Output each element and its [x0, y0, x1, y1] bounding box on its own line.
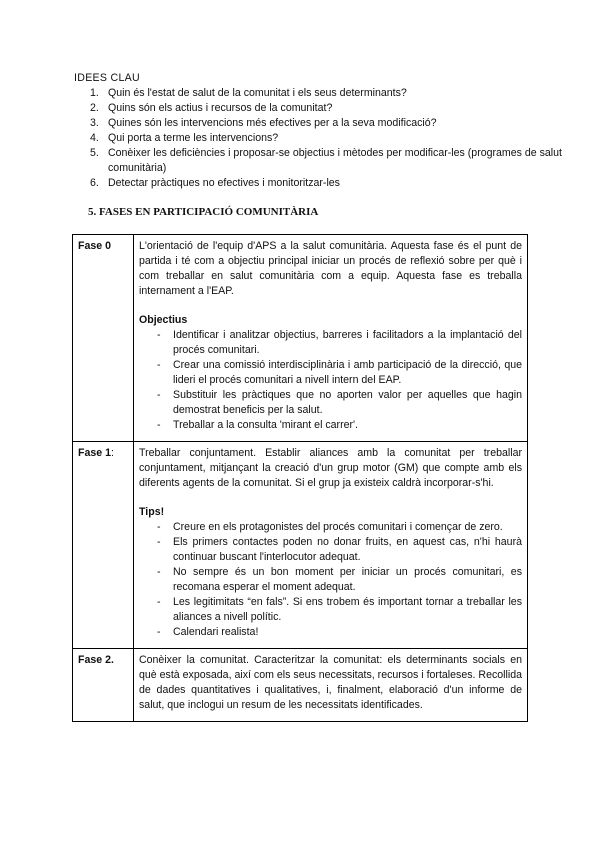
- table-row: [73, 235, 528, 442]
- phases-table: [72, 234, 528, 722]
- list-item: - Les legitimitats “en fals”. Si ens trobem és important tornar a treballar les aliances a nivell polític.: [173, 595, 522, 625]
- list-item: - Crear una comissió interdisciplinària i amb participació de la direcció, que lideri el procés comunitari a nivell intern del EAP.: [173, 358, 522, 388]
- key-ideas-list: [74, 86, 562, 191]
- phase-label: Fase 0: [73, 235, 134, 442]
- list-item: 3. Quines són les intervencions més efectives per a la seva modificació?: [90, 117, 437, 129]
- phase-content: [134, 235, 528, 442]
- list-item: - No sempre és un bon moment per iniciar un procés comunitari, es recomana esperar el moment adequat.: [173, 565, 522, 595]
- phase-content: [134, 442, 528, 649]
- phase-label: Fase 2.: [73, 649, 134, 722]
- phase-description: L'orientació de l'equip d'APS a la salut comunitària. Aquesta fase és el punt de partida i té com a objectiu principal iniciar un procés de reflexió sobre per què i com treballar en salut comunitària com a equip. Aquesta fase es treballa internament a l'EAP.: [139, 240, 522, 297]
- list-item: - Els primers contactes poden no donar fruits, en aquest cas, n'hi haurà continuar buscant l'interlocutor adequat.: [173, 535, 522, 565]
- phase-description: Treballar conjuntament. Establir aliances amb la comunitat per treballar conjuntament, mitjançant la creació d'un grup motor (GM) que compte amb els diferents agents de la comunitat. Si el grup ja existeix caldrà incorporar-s'hi.: [139, 447, 522, 489]
- list-item: - Creure en els protagonistes del procés comunitari i començar de zero.: [173, 520, 522, 535]
- list-item: - Treballar a la consulta 'mirant el carrer'.: [173, 418, 522, 433]
- phase-bullet-list: [139, 520, 522, 640]
- table-row: [73, 649, 528, 722]
- phase-subheading: Objectius: [139, 314, 188, 326]
- phase-label: Fase 1:: [73, 442, 134, 649]
- table-row: [73, 442, 528, 649]
- phase-content: [134, 649, 528, 722]
- phase-description: Conèixer la comunitat. Caracteritzar la comunitat: els determinants socials en què està exposada, així com els seus necessitats, recursos i fortaleses. Recollida de dades quantitatives i qualitatives, i, finalment, elaboració d'un informe de salut, que inclogui un resum de les necessitats identificades.: [139, 654, 522, 711]
- key-ideas-heading: IDEES CLAU: [74, 72, 140, 84]
- list-item: 6. Detectar pràctiques no efectives i monitoritzar-les: [90, 177, 340, 189]
- phase-subheading: Tips!: [139, 506, 165, 518]
- list-item: 5. Conèixer les deficiències i proposar-se objectius i mètodes per modificar-les (programes de salut comunitària): [90, 147, 562, 174]
- section-title: 5. FASES EN PARTICIPACIÓ COMUNITÀRIA: [88, 206, 319, 218]
- list-item: - Calendari realista!: [173, 625, 522, 640]
- phase-bullet-list: [139, 328, 522, 433]
- list-item: 2. Quins són els actius i recursos de la comunitat?: [90, 102, 333, 114]
- list-item: - Substituir les pràctiques que no aporten valor per aquelles que hagin demostrat beneficis per la salut.: [173, 388, 522, 418]
- list-item: - Identificar i analitzar objectius, barreres i facilitadors a la implantació del procés comunitari.: [173, 328, 522, 358]
- list-item: 4. Qui porta a terme les intervencions?: [90, 132, 279, 144]
- list-item: 1. Quin és l'estat de salut de la comunitat i els seus determinants?: [90, 87, 407, 99]
